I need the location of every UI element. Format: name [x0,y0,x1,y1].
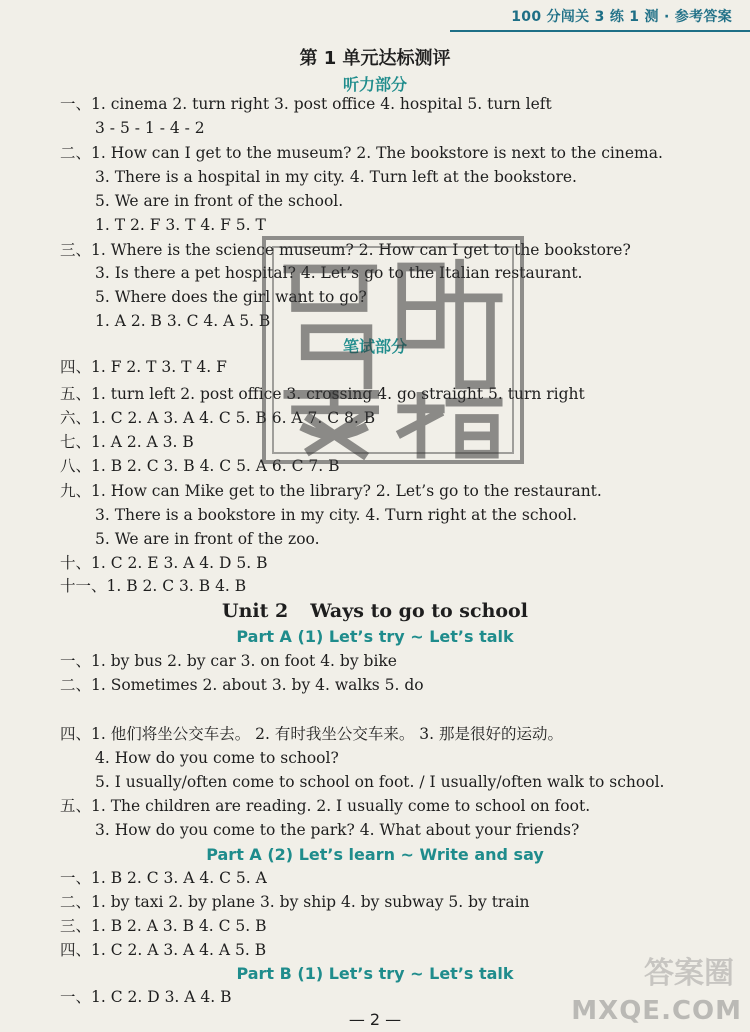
answer-line: 六、1. C 2. A 3. A 4. C 5. B 6. A 7. C 8. B [60,409,376,427]
answer-line: 一、1. B 2. C 3. A 4. C 5. A [60,869,267,887]
answer-line: 二、1. How can I get to the museum? 2. The bookstore is next to the cinema. [60,144,663,162]
answer-line: 3. Is there a pet hospital? 4. Let’s go to the Italian restaurant. [95,264,583,282]
part-heading: Part B (1) Let’s try ~ Let’s talk [236,964,514,983]
answer-line: 二、1. by taxi 2. by plane 3. by ship 4. by subway 5. by train [60,893,530,911]
answer-line: 3. There is a hospital in my city. 4. Turn left at the bookstore. [95,168,577,186]
answer-line: 七、1. A 2. A 3. B [60,433,194,451]
answer-line: 四、1. 他们将坐公交车去。 2. 有时我坐公交车来。 3. 那是很好的运动。 [60,725,564,743]
section-title: 第 1 单元达标测评 [299,48,451,69]
answer-line: 八、1. B 2. C 3. B 4. C 5. A 6. C 7. B [60,457,340,475]
answer-line: 四、1. F 2. T 3. T 4. F [60,358,227,376]
running-head: 100 分闯关 3 练 1 测 · 参考答案 [511,9,732,25]
answer-line: 5. Where does the girl want to go? [95,288,367,306]
unit-title [0,600,750,622]
part-heading: Part A (1) Let’s try ~ Let’s talk [236,627,514,646]
page-number: — 2 — [348,1010,402,1029]
answer-line: 5. I usually/often come to school on foot. / I usually/often walk to school. [95,773,665,791]
answer-line: 四、1. C 2. A 3. A 4. A 5. B [60,941,267,959]
answer-line: 一、1. cinema 2. turn right 3. post office 4. hospital 5. turn left [60,95,552,113]
unit-number: Unit 2 [222,600,289,622]
answer-line: 5. We are in front of the school. [95,192,344,210]
answer-line: 1. A 2. B 3. C 4. A 5. B [95,312,271,330]
answer-line: 三、1. B 2. A 3. B 4. C 5. B [60,917,267,935]
answer-line: 一、1. C 2. D 3. A 4. B [60,988,232,1006]
answer-line: 三、1. Where is the science museum? 2. How can I get to the bookstore? [60,241,631,259]
answer-line: 3. There is a bookstore in my city. 4. Turn right at the school. [95,506,578,524]
watermark-logo-cn: 答案圈 [644,956,734,991]
stamp-seal [262,236,524,464]
answer-line: 5. We are in front of the zoo. [95,530,320,548]
answer-line: 一、1. by bus 2. by car 3. on foot 4. by bike [60,652,397,670]
answer-line: 3. How do you come to the park? 4. What about your friends? [95,821,580,839]
answer-line: 十、1. C 2. E 3. A 4. D 5. B [60,554,268,572]
answer-line: 4. How do you come to school? [95,749,339,767]
stamp-glyphs-icon [266,240,520,460]
subhead-listening: 听力部分 [342,75,407,94]
answer-line: 二、1. Sometimes 2. about 3. by 4. walks 5. do [60,676,424,694]
answer-line: 3 - 5 - 1 - 4 - 2 [95,119,205,137]
watermark-logo: MXQE.COM [571,996,742,1026]
unit-name: Ways to go to school [310,600,528,622]
part-heading: Part A (2) Let’s learn ~ Write and say [206,845,544,864]
answer-line: 五、1. The children are reading. 2. I usually come to school on foot. [60,797,591,815]
answer-line: 五、1. turn left 2. post office 3. crossing 4. go straight 5. turn right [60,385,585,403]
subhead-written: 笔试部分 [342,337,407,356]
answer-line: 十一、1. B 2. C 3. B 4. B [60,577,247,595]
header-rule [450,30,750,32]
answer-line: 九、1. How can Mike get to the library? 2. Let’s go to the restaurant. [60,482,602,500]
answer-line: 1. T 2. F 3. T 4. F 5. T [95,216,266,234]
